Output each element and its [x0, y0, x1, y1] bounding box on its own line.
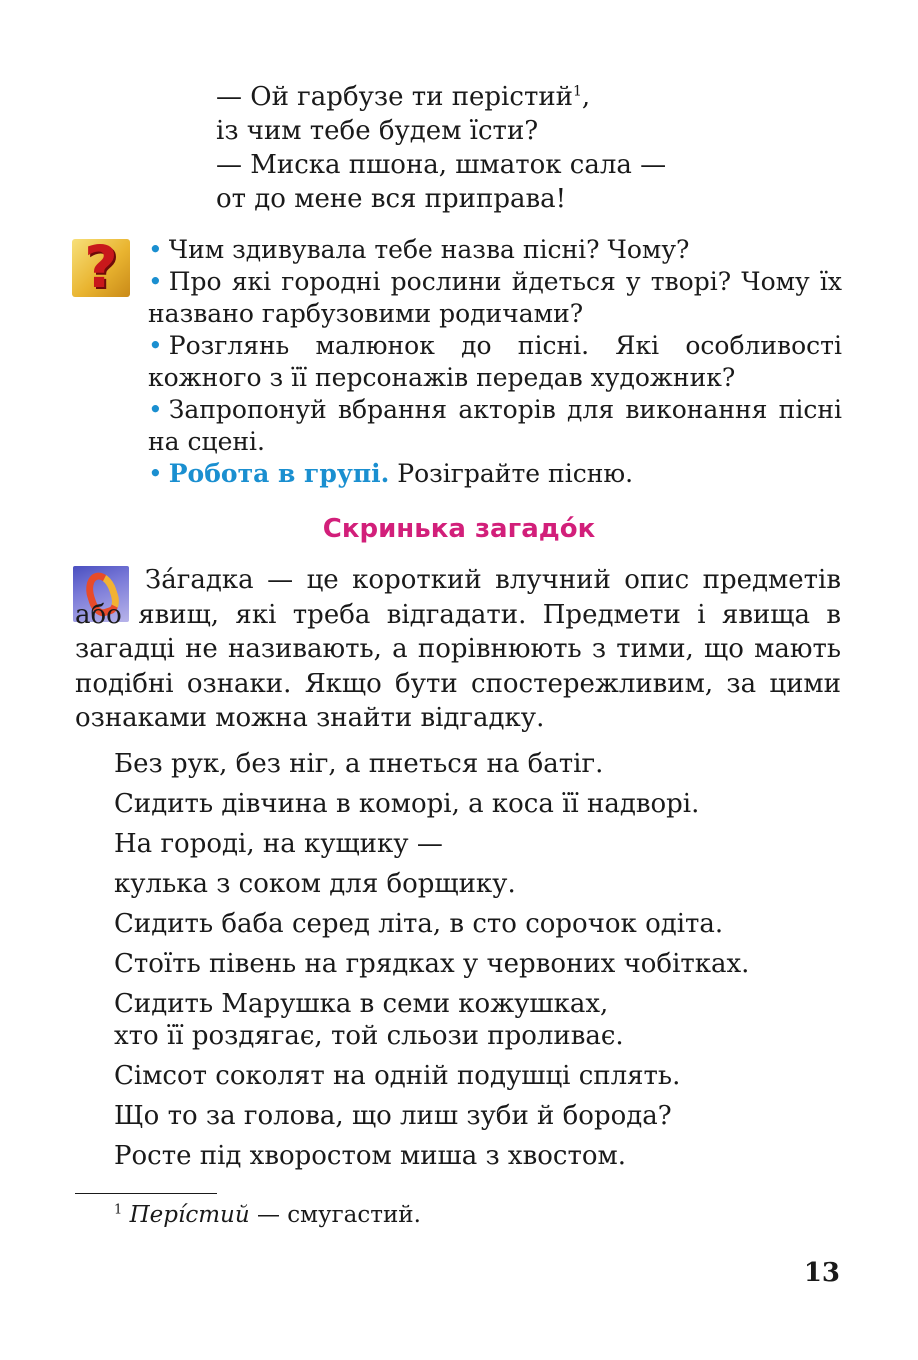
riddle-line: На городі, на кущику — [114, 829, 443, 859]
riddle [114, 827, 749, 861]
riddle [114, 907, 749, 941]
question-item [148, 266, 842, 330]
poem [216, 80, 666, 216]
riddle-line: Стоїть півень на грядках у червоних чобітках. [114, 949, 750, 979]
riddle-line: Сидить баба серед літа, в сто сорочок одіта. [114, 909, 724, 939]
riddle [114, 787, 749, 821]
riddle-line: хто її роздягає, той сльози проливає. [114, 1021, 624, 1051]
riddle-line: Що то за голова, що лиш зуби й борода? [114, 1101, 672, 1131]
questions-list [148, 234, 842, 490]
poem-line: — Миска пшона, шматок сала — [216, 150, 667, 180]
bullet-icon: • [148, 267, 163, 296]
riddle [114, 867, 749, 901]
bullet-icon: • [148, 459, 163, 488]
poem-line: от до мене вся приправа! [216, 184, 567, 214]
footnote-reference: 1 [572, 83, 582, 100]
riddle-line: Сімсот соколят на одній подушці сплять. [114, 1061, 681, 1091]
question-text: Про які городні рослини йдеться у творі? Чому їх названо гарбузовими родичами? [148, 267, 842, 328]
riddle-line: Сидить Марушка в семи кожушках, [114, 989, 609, 1019]
footnote-divider [75, 1193, 217, 1194]
bullet-icon: • [148, 331, 163, 360]
question-item [148, 394, 842, 458]
page-number: 13 [803, 1258, 840, 1288]
intro-paragraph [75, 563, 841, 736]
question-item [148, 458, 842, 490]
poem-line-text: — Ой гарбузе ти перістий [216, 82, 573, 112]
question-text: Розіграйте пісню. [389, 459, 634, 488]
riddle-line: Без рук, без ніг, а пнеться на батіг. [114, 749, 604, 779]
riddles-list [114, 747, 749, 1179]
intro-text: За́гадка — це короткий влучний опис предметів або явищ, які треба відгадати. Предмети і явища в загадці не називають, а порівнюють з тими, що мають подібні ознаки. Якщо бути спостережливим, за цими ознаками можна знайти відгадку. [75, 565, 841, 733]
section-title: Скринька загадо́к [322, 514, 596, 544]
bullet-icon: • [148, 235, 163, 264]
poem-line: — Ой гарбузе ти перістий$^1$, [216, 82, 591, 112]
riddle [114, 947, 749, 981]
riddle [114, 1099, 749, 1133]
question-text: Запропонуй вбрання акторів для виконання пісні на сцені. [148, 395, 842, 456]
question-text: Чим здивувала тебе назва пісні? Чому? [168, 235, 690, 264]
poem-line: із чим тебе будем їсти? [216, 116, 539, 146]
footnote-definition: — смугастий. [249, 1202, 421, 1228]
riddle-line: кулька з соком для борщику. [114, 869, 516, 899]
riddle-line: Сидить дівчина в коморі, а коса її надворі. [114, 789, 700, 819]
bullet-icon: • [148, 395, 163, 424]
riddle-line: Росте під хворостом миша з хвостом. [114, 1141, 626, 1171]
question-text: Розглянь малюнок до пісні. Які особливості кожного з її персонажів передав художник? [148, 331, 842, 392]
riddle [114, 1139, 749, 1173]
riddle [114, 987, 749, 1053]
footnote-term: Пері́стий [129, 1202, 250, 1228]
question-icon: ? [72, 239, 130, 297]
question-item [148, 234, 842, 266]
riddle [114, 1059, 749, 1093]
question-item [148, 330, 842, 394]
footnote [114, 1202, 421, 1228]
footnote-mark: 1 [114, 1202, 123, 1218]
riddle [114, 747, 749, 781]
group-work-label: Робота в групі. [168, 459, 390, 488]
